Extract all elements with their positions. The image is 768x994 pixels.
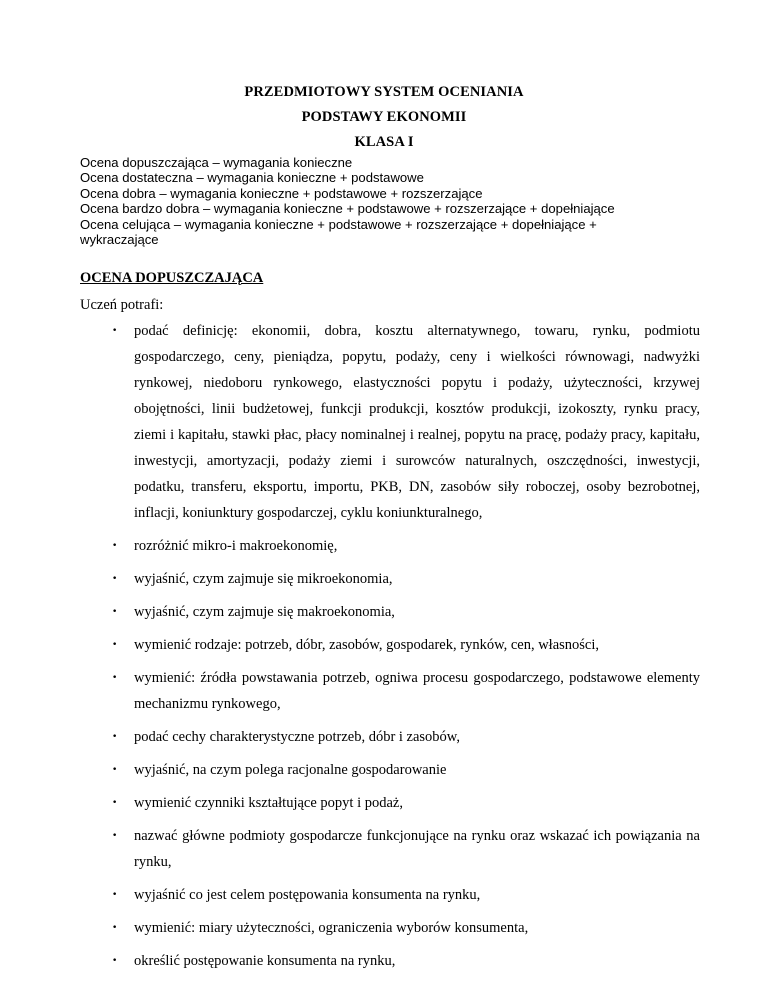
bullet-icon: • <box>112 923 118 933</box>
section-intro: Uczeń potrafi: <box>80 297 164 313</box>
list-item-text: nazwać główne podmioty gospodarcze funkcjonujące na rynku oraz wskazać ich powiązania na rynku, <box>134 828 700 870</box>
class-title: KLASA I <box>354 134 414 150</box>
list-item <box>80 665 700 717</box>
list-item <box>80 915 700 941</box>
list-item <box>80 566 700 592</box>
grade-line: Ocena dopuszczająca – wymagania konieczne <box>80 155 353 170</box>
bullet-icon: • <box>112 640 118 650</box>
list-item <box>80 318 700 526</box>
list-item-text: wyjaśnić, czym zajmuje się mikroekonomia, <box>134 571 393 587</box>
section-heading: OCENA DOPUSZCZAJĄCA <box>80 270 264 286</box>
bullet-icon: • <box>112 326 118 336</box>
list-item-text: rozróżnić mikro-i makroekonomię, <box>134 538 338 554</box>
bullet-icon: • <box>112 732 118 742</box>
list-item <box>80 823 700 875</box>
list-item <box>80 599 700 625</box>
bullet-icon: • <box>112 541 118 551</box>
list-item-text: wymienić rodzaje: potrzeb, dóbr, zasobów, gospodarek, rynków, cen, własności, <box>134 637 600 653</box>
bullet-icon: • <box>112 673 118 683</box>
requirements-list <box>80 318 700 981</box>
subject-title: PODSTAWY EKONOMII <box>301 109 467 125</box>
grade-line: Ocena dobra – wymagania konieczne + podstawowe + rozszerzające <box>80 185 483 201</box>
bullet-icon: • <box>112 890 118 900</box>
list-item <box>80 790 700 816</box>
list-item-text: podać definicję: ekonomii, dobra, kosztu alternatywnego, towaru, rynku, podmiotu gospodarczego, ceny, pieniądza, popytu, podaży, ceny i wielkości równowagi, nadwyżki rynkowej, niedoboru rynkowego, elastyczności popytu i podaży, użyteczności, krzywej obojętności, linii budżetowej, funkcji produkcji, kosztów produkcji, izokoszty, rynku pracy, ziemi i kapitału, stawki płac, płacy nominalnej i realnej, popytu na pracę, podaży pracy, kapitału, inwestycji, amortyzacji, podaży ziemi i surowców naturalnych, oszczędności, inwestycji, podatku, transferu, eksportu, importu, PKB, DN, zasobów siły roboczej, osoby bezrobotnej, inflacji, koniunktury gospodarczej, cyklu koniunkturalnego, <box>134 323 700 521</box>
bullet-icon: • <box>112 607 118 617</box>
list-item-text: wymienić: źródła powstawania potrzeb, ogniwa procesu gospodarczego, podstawowe elementy mechanizmu rynkowego, <box>134 670 700 712</box>
list-item-text: wyjaśnić, na czym polega racjonalne gospodarowanie <box>134 762 447 778</box>
grade-line: Ocena celująca – wymagania konieczne + podstawowe + rozszerzające + dopełniające + wykraczające <box>80 216 597 248</box>
list-item <box>80 948 700 974</box>
bullet-icon: • <box>112 765 118 775</box>
bullet-icon: • <box>112 798 118 808</box>
list-item-text: wyjaśnić, czym zajmuje się makroekonomia, <box>134 604 395 620</box>
list-item <box>80 757 700 783</box>
bullet-icon: • <box>112 831 118 841</box>
list-item-text: wymienić czynniki kształtujące popyt i podaż, <box>134 795 403 811</box>
document-title: PRZEDMIOTOWY SYSTEM OCENIANIA <box>244 84 524 100</box>
list-item <box>80 533 700 559</box>
list-item <box>80 724 700 750</box>
list-item-text: wyjaśnić co jest celem postępowania konsumenta na rynku, <box>134 887 481 903</box>
grade-line: Ocena dostateczna – wymagania konieczne + podstawowe <box>80 170 424 186</box>
list-item-text: wymienić: miary użyteczności, ograniczenia wyborów konsumenta, <box>134 920 529 936</box>
bullet-icon: • <box>112 574 118 584</box>
list-item-text: określić postępowanie konsumenta na rynku, <box>134 953 396 969</box>
bullet-icon: • <box>112 956 118 966</box>
list-item-text: podać cechy charakterystyczne potrzeb, dóbr i zasobów, <box>134 729 460 745</box>
grade-requirements <box>80 155 700 247</box>
list-item <box>80 882 700 908</box>
grade-line: Ocena bardzo dobra – wymagania konieczne + podstawowe + rozszerzające + dopełniające <box>80 201 615 217</box>
list-item <box>80 632 700 658</box>
